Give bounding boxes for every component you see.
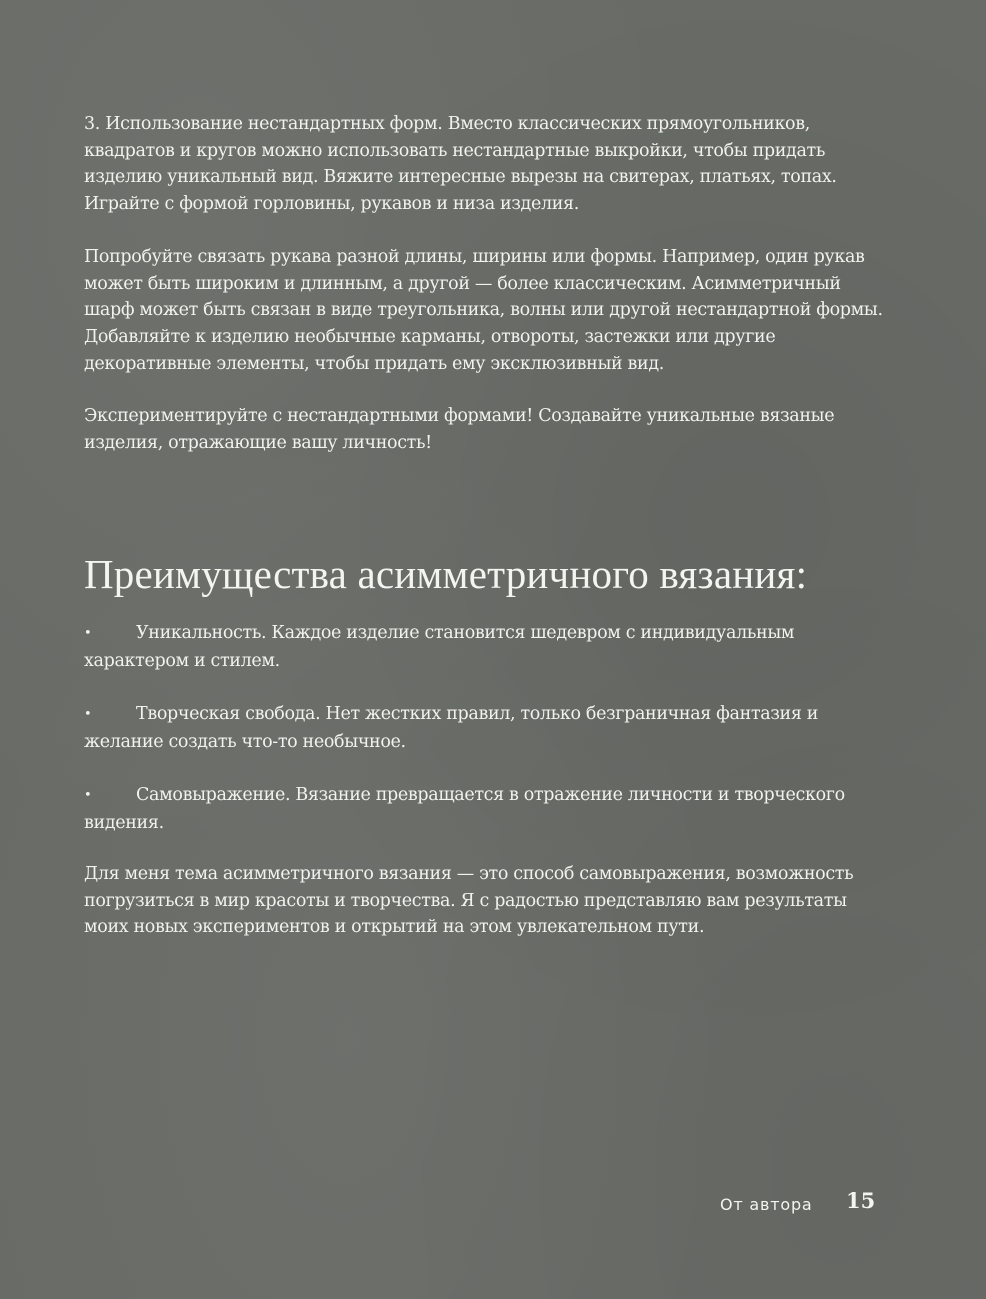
list-item-text: Уникальность. Каждое изделие становится шедевром с индивидуальным характером и стилем. [84, 623, 795, 671]
bullet-icon: • [84, 706, 92, 722]
bullet-icon: • [84, 787, 92, 803]
section-heading: Преимущества асимметричного вязания: [84, 551, 808, 597]
page-number: 15 [846, 1188, 876, 1213]
bullet-icon: • [84, 626, 92, 641]
benefits-list [84, 620, 884, 863]
paragraph-sleeves-example: Попробуйте связать рукава разной длины, ширины или формы. Например, один рукав может быть широким и длинным, а другой — более классическим. Асимметричный шарф может быть связан в виде треугольника, волны или другой нестандартной формы. Добавляйте к изделию необычные карманы, отвороты, застежки или другие декоративные элементы, чтобы придать ему эксклюзивный вид. [84, 246, 883, 374]
paragraph-experiment: Экспериментируйте с нестандартными формами! Создавайте уникальные вязаные изделия, отражающие вашу личность! [84, 406, 835, 454]
intro-text-block [84, 111, 884, 457]
list-item [84, 620, 884, 674]
list-item-text: Самовыражение. Вязание превращается в отражение личности и творческого видения. [84, 784, 845, 833]
list-item-text: Творческая свобода. Нет жестких правил, только безграничная фантазия и желание создать что-то необычное. [84, 703, 819, 752]
paragraph-nonstandard-forms: 3. Использование нестандартных форм. Вместо классических прямоугольников, квадратов и кругов можно использовать нестандартные выкройки, чтобы придать изделию уникальный вид. Вяжите интересные вырезы на свитерах, платьях, топах. Играйте с формой горловины, рукавов и низа изделия. [84, 114, 837, 215]
list-item [84, 701, 884, 755]
closing-paragraph: Для меня тема асимметричного вязания — это способ самовыражения, возможность погрузиться в мир красоты и творчества. Я с радостью представляю вам результаты моих новых экспериментов и открытий на этом увлекательном пути. [84, 864, 854, 938]
footer-section-label: От автора [720, 1195, 813, 1214]
list-item [84, 782, 884, 836]
